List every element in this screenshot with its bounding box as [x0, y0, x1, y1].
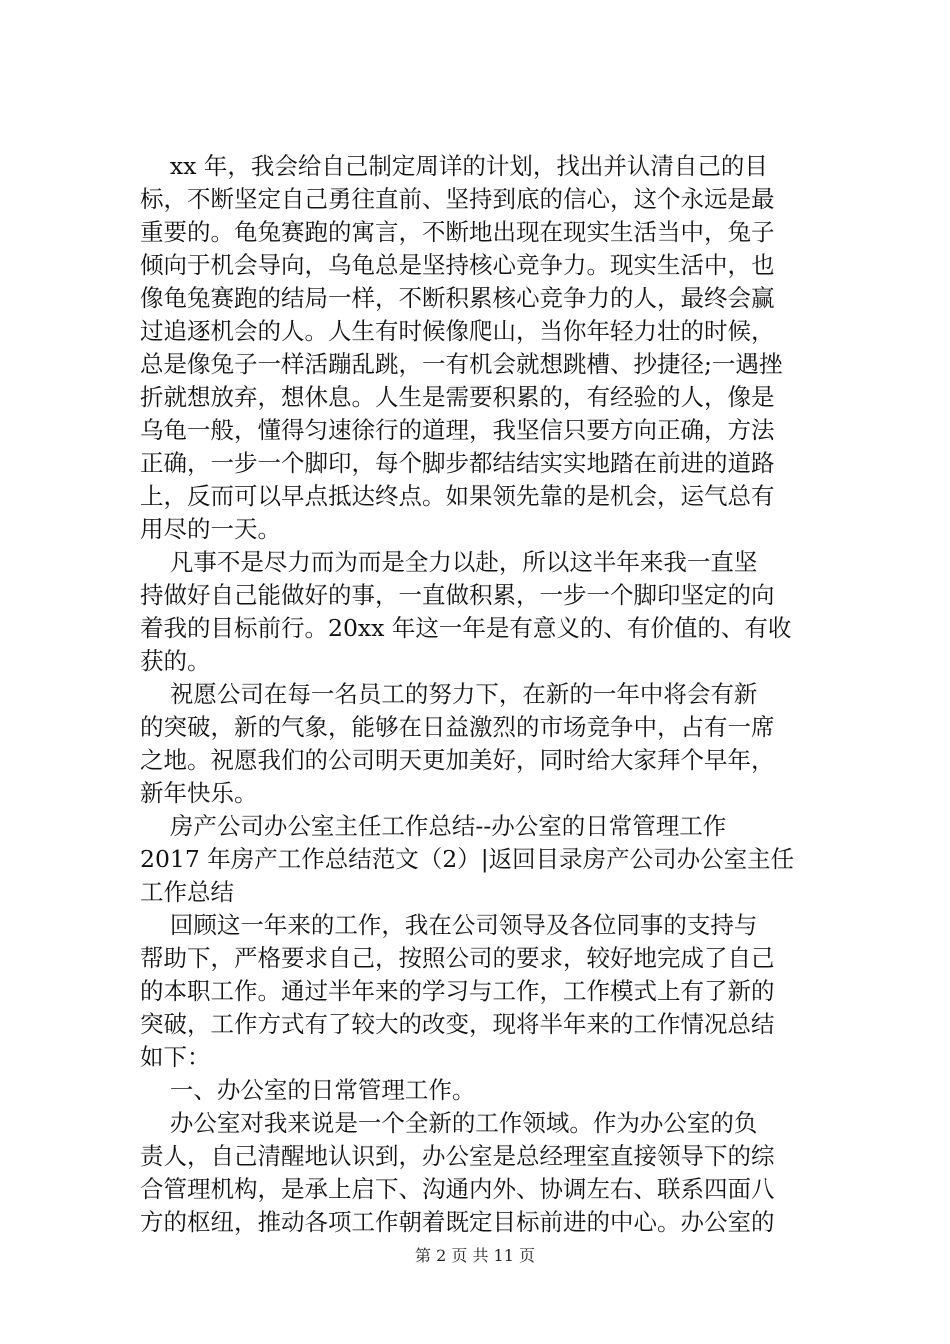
- text-line: 工作总结: [140, 878, 234, 906]
- text-line: 总是像兔子一样活蹦乱跳，一有机会就想跳槽、抄捷径;一遇挫: [140, 350, 783, 378]
- text-line: 正确，一步一个脚印，每个脚步都结结实实地踏在前进的道路: [140, 449, 775, 477]
- text-line: 合管理机构，是承上启下、沟通内外、协调左右、联系四面八: [140, 1175, 775, 1203]
- text-line: 之地。祝愿我们的公司明天更加美好，同时给大家拜个早年，: [140, 746, 775, 774]
- text-line: 方的枢纽，推动各项工作朝着既定目标前进的中心。办公室的: [140, 1208, 775, 1236]
- page-footer: 第 2 页 共 11 页: [415, 1246, 535, 1265]
- text-line: 突破，工作方式有了较大的改变，现将半年来的工作情况总结: [140, 1010, 775, 1038]
- text-line: 像龟兔赛跑的结局一样，不断积累核心竞争力的人，最终会赢: [140, 284, 775, 312]
- text-line: 祝愿公司在每一名员工的努力下，在新的一年中将会有新: [140, 680, 758, 708]
- text-line: 新年快乐。: [140, 779, 258, 807]
- text-line: 用尽的一天。: [140, 515, 281, 543]
- text-line: 办公室对我来说是一个全新的工作领域。作为办公室的负: [140, 1109, 758, 1137]
- text-line: 倾向于机会导向，乌龟总是坚持核心竞争力。现实生活中，也: [140, 251, 775, 279]
- text-line: 的突破，新的气象，能够在日益激烈的市场竞争中，占有一席: [140, 713, 775, 741]
- text-line: 获的。: [140, 647, 211, 675]
- text-line: 上，反而可以早点抵达终点。如果领先靠的是机会，运气总有: [140, 482, 775, 510]
- text-line: 凡事不是尽力而为而是全力以赴，所以这半年来我一直坚: [140, 548, 758, 576]
- text-line: 着我的目标前行。20xx 年这一年是有意义的、有价值的、有收: [140, 614, 792, 642]
- text-line: 如下：: [140, 1043, 211, 1071]
- document-body: [140, 150, 840, 1239]
- text-line: 回顾这一年来的工作，我在公司领导及各位同事的支持与: [140, 911, 758, 939]
- text-line: 房产公司办公室主任工作总结--办公室的日常管理工作: [140, 812, 727, 840]
- text-line: 责人，自己清醒地认识到，办公室是总经理室直接领导下的综: [140, 1142, 775, 1170]
- text-line: 重要的。龟兔赛跑的寓言，不断地出现在现实生活当中，兔子: [140, 218, 775, 246]
- text-line: 的本职工作。通过半年来的学习与工作，工作模式上有了新的: [140, 977, 775, 1005]
- text-line: 持做好自己能做好的事，一直做积累，一步一个脚印坚定的向: [140, 581, 775, 609]
- text-line: 乌龟一般，懂得匀速徐行的道理，我坚信只要方向正确，方法: [140, 416, 775, 444]
- text-line: 帮助下，严格要求自己，按照公司的要求，较好地完成了自己: [140, 944, 775, 972]
- text-line: 2017 年房产工作总结范文（2）|返回目录房产公司办公室主任: [140, 845, 795, 873]
- text-line: 过追逐机会的人。人生有时候像爬山，当你年轻力壮的时候，: [140, 317, 775, 345]
- text-line: xx 年，我会给自己制定周详的计划，找出并认清自己的目: [140, 152, 768, 180]
- text-line: 折就想放弃，想休息。人生是需要积累的，有经验的人，像是: [140, 383, 775, 411]
- text-line: 一、办公室的日常管理工作。: [140, 1076, 476, 1104]
- text-line: 标，不断坚定自己勇往直前、坚持到底的信心，这个永远是最: [140, 185, 775, 213]
